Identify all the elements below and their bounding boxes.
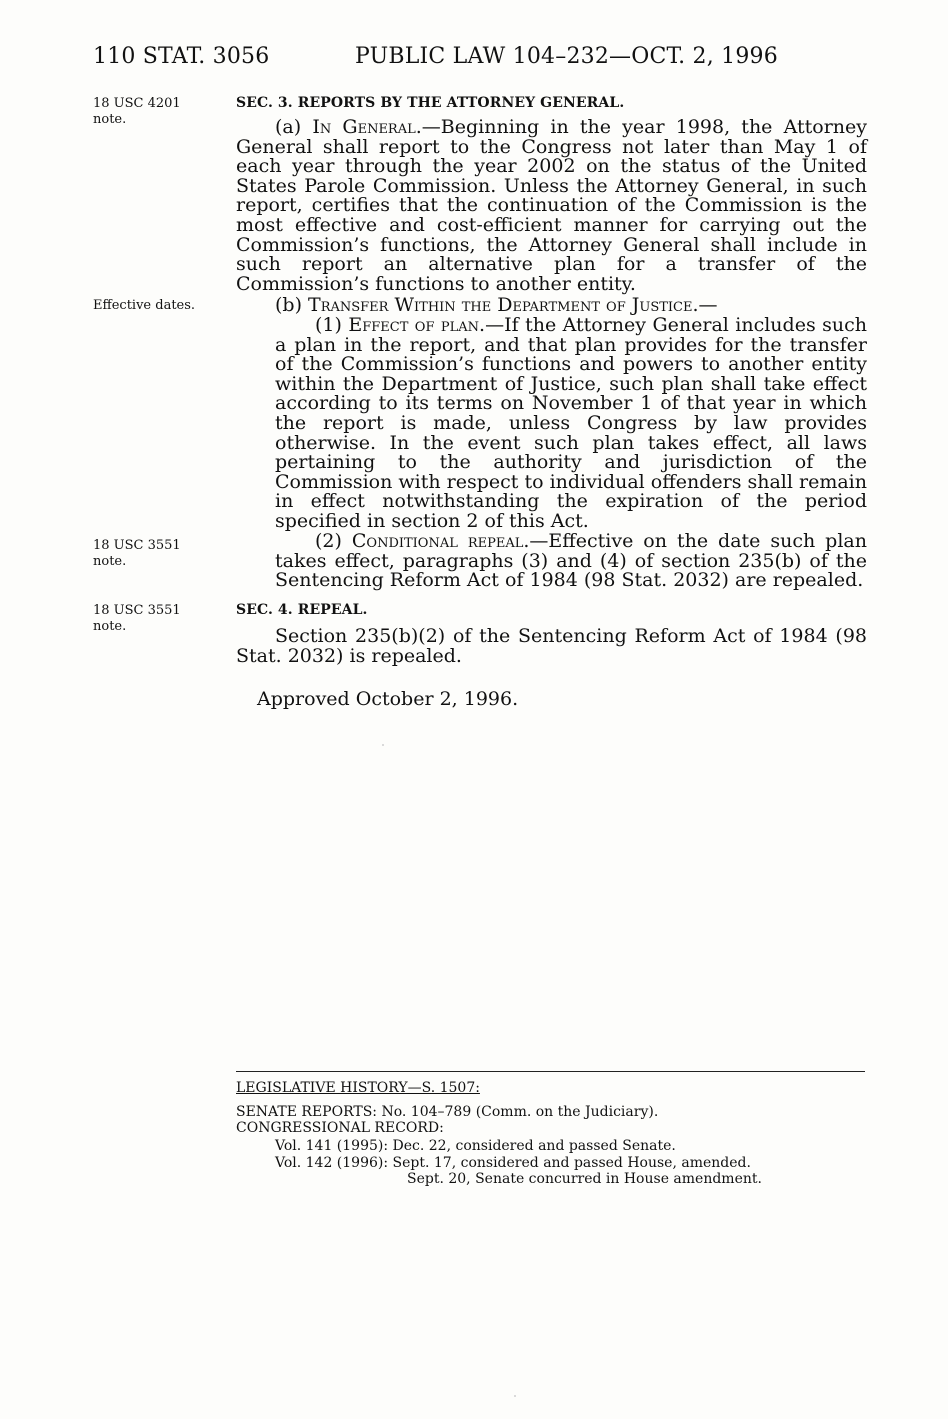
scan-speck	[382, 744, 384, 746]
paragraph-b-2-text: —Effective on the date such plan takes effect, paragraphs (3) and (4) of section 235(b) of the Sentencing Reform Act of 1984 (98 Stat. 2032) are repealed.	[275, 530, 867, 592]
margin-citation: 18 USC 3551	[93, 538, 181, 553]
margin-label: Effective dates.	[93, 298, 196, 313]
paragraph-b-2-label: (2)	[315, 530, 352, 552]
subsection-b-dash: —	[698, 294, 718, 316]
margin-note-effective-dates	[93, 298, 223, 314]
paragraph-b-2	[275, 532, 867, 591]
section-4-heading: SEC. 4. REPEAL.	[236, 602, 368, 618]
public-law-title: PUBLIC LAW 104–232—OCT. 2, 1996	[355, 44, 778, 69]
margin-citation: 18 USC 4201	[93, 96, 181, 111]
congressional-record-line: CONGRESSIONAL RECORD:	[236, 1120, 444, 1136]
margin-note-label: note.	[93, 112, 127, 127]
margin-citation: 18 USC 3551	[93, 603, 181, 618]
scan-speck	[514, 1395, 516, 1397]
subsection-a-text: —Beginning in the year 1998, the Attorney General shall report to the Congress not later than May 1 of each year through the year 2002 on the status of the United States Parole Commission. Unless the Attorney General, in such report, certifies that the continuation of the Commission is the most effective and cost-efficient manner for carrying out the Commission’s functions, the Attorney General shall include in such report an alternative plan for a transfer of the Commission’s functions to another entity.	[236, 116, 867, 295]
page-header	[93, 44, 873, 78]
paragraph-b-1-caption: Effect of plan.	[348, 314, 486, 336]
section-3-subsection-a	[236, 118, 867, 294]
section-4-text: Section 235(b)(2) of the Sentencing Reform Act of 1984 (98 Stat. 2032) is repealed.	[236, 625, 867, 667]
paragraph-b-1-text: —If the Attorney General includes such a plan in the report, and that plan provides for the transfer of the Commission’s functions and powers to another entity within the Department of Justice, such plan shall take effect according to its terms on November 1 of that year in which the report is made, unless Congress by law provides otherwise. In the event such plan takes effect, all laws pertaining to the authority and jurisdiction of the Commission with respect to individual offenders shall remain in effect notwithstanding the expiration of the period specified in section 2 of this Act.	[275, 314, 867, 532]
margin-note-sec4	[93, 603, 223, 635]
margin-note-sec3	[93, 96, 223, 128]
subsection-b-caption: Transfer Within the Department of Justice.	[308, 294, 699, 316]
approval-date: Approved October 2, 1996.	[257, 688, 519, 710]
vol-142-line: Vol. 142 (1996): Sept. 17, considered and passed House, amended.	[275, 1155, 751, 1171]
stat-page-citation: 110 STAT. 3056	[93, 44, 270, 69]
paragraph-b-2-caption: Conditional repeal.	[351, 530, 530, 552]
senate-reports-line: SENATE REPORTS: No. 104–789 (Comm. on the Judiciary).	[236, 1104, 659, 1120]
subsection-a-caption: In General.	[312, 116, 422, 138]
margin-note-conditional-repeal	[93, 538, 223, 570]
section-3-subsection-b	[236, 296, 867, 316]
legislative-history-title	[236, 1080, 480, 1096]
margin-note-label: note.	[93, 554, 127, 569]
section-3-heading: SEC. 3. REPORTS BY THE ATTORNEY GENERAL.	[236, 95, 625, 111]
legislative-history-title-text: LEGISLATIVE HISTORY—S. 1507:	[236, 1080, 480, 1096]
subsection-a-label: (a)	[275, 116, 313, 138]
vol-142-continuation-line: Sept. 20, Senate concurred in House amendment.	[407, 1171, 762, 1187]
paragraph-b-1	[275, 316, 867, 532]
subsection-b-label: (b)	[275, 294, 309, 316]
vol-141-line: Vol. 141 (1995): Dec. 22, considered and passed Senate.	[275, 1138, 676, 1154]
paragraph-b-1-label: (1)	[315, 314, 349, 336]
margin-note-label: note.	[93, 619, 127, 634]
footnote-rule	[236, 1071, 865, 1072]
